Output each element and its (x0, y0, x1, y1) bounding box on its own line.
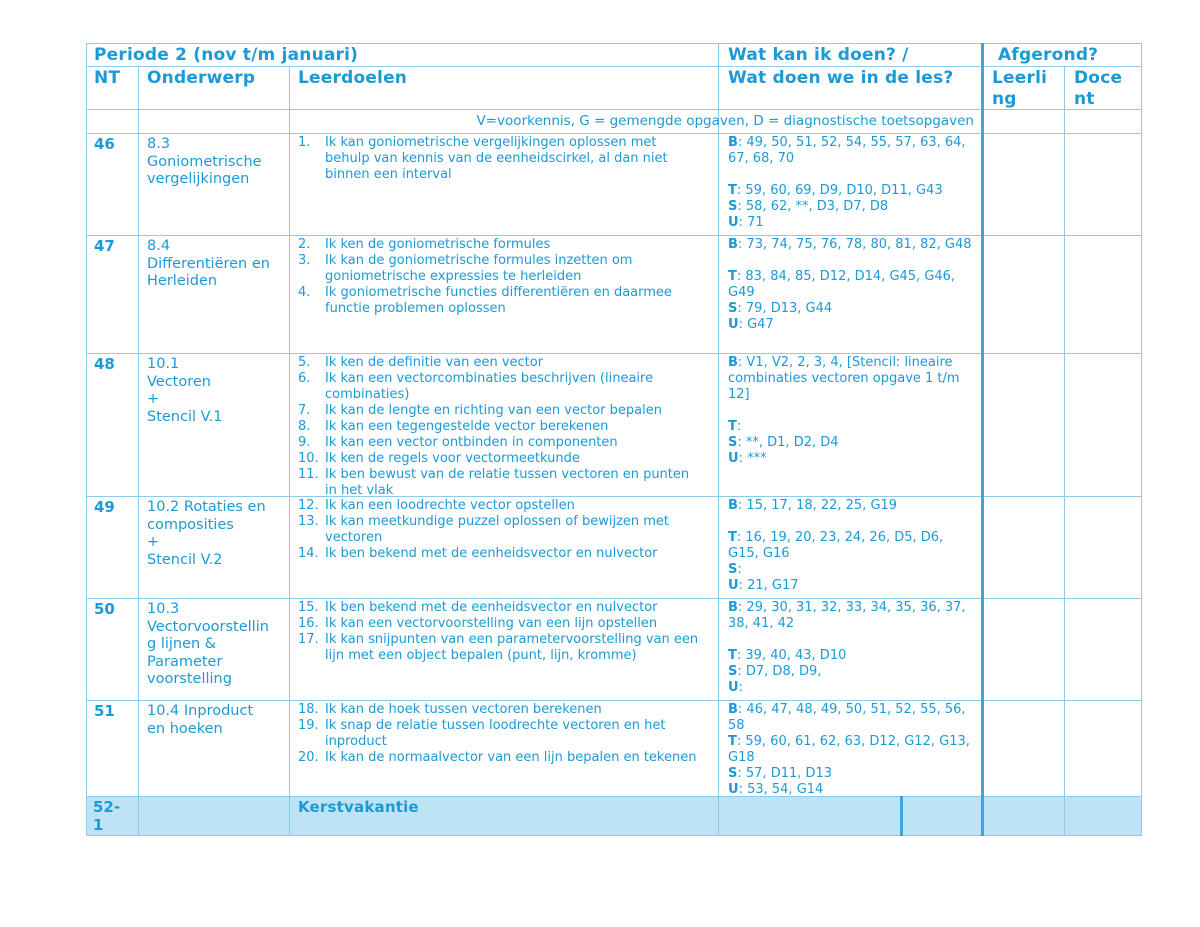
exercise-numbers: : (736, 419, 742, 434)
exercise-level: B (728, 355, 738, 370)
exercise-level: T (728, 734, 737, 749)
goal-text: Ik ben bekend met de eenheidsvector en nulvector (325, 546, 658, 561)
exercise-level: B (728, 498, 738, 513)
goal-number: 14. (298, 546, 319, 561)
exercise-numbers: : 73, 74, 75, 76, 78, 80, 81, 82, G48 (737, 237, 972, 252)
exercise-line (728, 498, 976, 514)
exercise-numbers: : (738, 680, 743, 695)
exercise-line (728, 451, 976, 467)
exercise-level: T (728, 530, 737, 545)
exercise-numbers: : 57, D11, D13 (737, 766, 833, 781)
goal-number: 12. (298, 498, 319, 513)
exercise-level: S (728, 766, 738, 781)
period-title: Periode 2 (nov t/m januari) (94, 45, 359, 65)
goal-text: Ik kan de hoek tussen vectoren berekenen (325, 702, 602, 717)
exercise-line (728, 301, 976, 317)
learning-goal (298, 632, 700, 664)
goal-text: Ik kan een loodrechte vector opstellen (325, 498, 575, 513)
goal-text: Ik kan een tegengestelde vector berekenen (325, 419, 609, 434)
exercise-line (728, 766, 976, 782)
exercise-numbers: : 39, 40, 43, D10 (736, 648, 847, 663)
nt-number: 47 (94, 237, 115, 255)
exercise-level: B (728, 237, 738, 252)
learning-goal (298, 702, 700, 718)
goal-text: Ik kan goniometrische vergelijkingen oplossen met behulp van kennis van de eenheidscirkel, al dan niet binnen een interval (325, 135, 668, 182)
exercise-line (728, 419, 976, 435)
exercise-list (728, 702, 976, 798)
teacher-column-header: Doce nt (1074, 68, 1123, 109)
learning-goal (298, 546, 700, 562)
goal-number: 10. (298, 451, 319, 466)
goal-text: Ik ken de goniometrische formules (325, 237, 551, 252)
holiday-label: Kerstvakantie (298, 798, 419, 816)
goal-text: Ik kan de lengte en richting van een vector bepalen (325, 403, 662, 418)
exercise-line (728, 403, 976, 419)
exercise-numbers: : 83, 84, 85, D12, D14, G45, G46, G49 (728, 269, 956, 300)
exercise-line (728, 702, 976, 734)
nt-number: 49 (94, 498, 115, 516)
exercise-level: B (728, 135, 738, 150)
goal-text: Ik kan een vectorvoorstelling van een lijn opstellen (325, 616, 658, 631)
what-can-i-do-heading: Wat kan ik doen? / (728, 45, 909, 65)
learning-goal (298, 135, 700, 183)
planning-table (86, 43, 1142, 836)
goal-number: 17. (298, 632, 319, 647)
learning-goal (298, 514, 700, 546)
exercise-level: S (728, 562, 738, 577)
goals-column-header: Leerdoelen (298, 68, 408, 88)
exercise-level: B (728, 600, 738, 615)
goal-number: 3. (298, 253, 311, 268)
learning-goal (298, 403, 700, 419)
goal-text: Ik kan de normaalvector van een lijn bepalen en tekenen (325, 750, 697, 765)
exercise-line (728, 435, 976, 451)
exercise-line (728, 734, 976, 766)
exercise-line (728, 183, 976, 199)
learning-goal (298, 718, 700, 750)
learning-goals (298, 600, 700, 664)
nt-number: 46 (94, 135, 115, 153)
student-column-header: Leerli ng (992, 68, 1048, 109)
goal-text: Ik goniometrische functies differentiëren en daarmee functie problemen oplossen (325, 285, 672, 316)
exercise-line (728, 317, 976, 333)
holiday-nt: 52- 1 (93, 798, 121, 834)
exercise-level: U (728, 578, 739, 593)
exercise-line (728, 355, 976, 403)
goal-number: 6. (298, 371, 311, 386)
goal-number: 7. (298, 403, 311, 418)
learning-goal (298, 467, 700, 499)
learning-goals (298, 498, 700, 562)
exercise-line (728, 600, 976, 632)
goal-text: Ik ben bewust van de relatie tussen vectoren en punten in het vlak (325, 467, 690, 498)
goal-number: 16. (298, 616, 319, 631)
exercise-numbers: : D7, D8, D9, (737, 664, 822, 679)
exercise-line (728, 578, 976, 594)
exercise-level: U (728, 215, 739, 230)
legend-text: V=voorkennis, G = gemengde opgaven, D = diagnostische toetsopgaven (476, 113, 974, 129)
exercise-numbers: : 59, 60, 61, 62, 63, D12, G12, G13, G18 (728, 734, 970, 765)
goal-number: 2. (298, 237, 311, 252)
learning-goal (298, 237, 700, 253)
topic-name: 10.4 Inproduct en hoeken (147, 703, 254, 737)
exercise-line (728, 562, 976, 578)
exercise-level: S (728, 435, 738, 450)
goal-number: 15. (298, 600, 319, 615)
goal-number: 20. (298, 750, 319, 765)
exercise-line (728, 782, 976, 798)
exercise-numbers: : *** (738, 451, 767, 466)
exercise-list (728, 355, 976, 467)
learning-goal (298, 600, 700, 616)
nt-number: 50 (94, 600, 115, 618)
exercise-level: U (728, 451, 739, 466)
goal-number: 1. (298, 135, 311, 150)
learning-goal (298, 498, 700, 514)
learning-goal (298, 750, 700, 766)
exercise-numbers: : 79, D13, G44 (737, 301, 833, 316)
exercise-level: U (728, 782, 739, 797)
exercise-line (728, 648, 976, 664)
exercise-numbers: : 58, 62, **, D3, D7, D8 (737, 199, 889, 214)
exercise-numbers: : 59, 60, 69, D9, D10, D11, G43 (736, 183, 943, 198)
learning-goal (298, 253, 700, 285)
learning-goal (298, 451, 700, 467)
topic-name: 8.3 Goniometrische vergelijkingen (147, 136, 262, 187)
goal-number: 11. (298, 467, 319, 482)
exercise-line (728, 167, 976, 183)
exercise-numbers: : G47 (738, 317, 774, 332)
nt-number: 48 (94, 355, 115, 373)
goal-text: Ik ben bekend met de eenheidsvector en nulvector (325, 600, 658, 615)
exercise-line (728, 199, 976, 215)
exercise-list (728, 135, 976, 231)
exercise-level: S (728, 664, 738, 679)
nt-number: 51 (94, 702, 115, 720)
goal-text: Ik kan een vectorcombinaties beschrijven (lineaire combinaties) (325, 371, 654, 402)
exercise-level: U (728, 680, 739, 695)
exercise-level: T (728, 183, 737, 198)
exercise-numbers: : 49, 50, 51, 52, 54, 55, 57, 63, 64, 67, 68, 70 (728, 135, 966, 166)
exercise-numbers: : 53, 54, G14 (738, 782, 824, 797)
exercise-numbers: : 15, 17, 18, 22, 25, G19 (737, 498, 898, 513)
learning-goal (298, 355, 700, 371)
exercise-line (728, 680, 976, 696)
topic-name: 10.1 Vectoren + Stencil V.1 (147, 356, 223, 425)
topic-name: 8.4 Differentiëren en Herleiden (147, 238, 270, 289)
goal-number: 4. (298, 285, 311, 300)
subject-column-header: Onderwerp (147, 68, 256, 88)
topic-name: 10.2 Rotaties en composities + Stencil V.2 (147, 499, 266, 568)
lesson-activities-heading: Wat doen we in de les? (728, 68, 954, 88)
exercise-line (728, 237, 976, 253)
exercise-numbers: : 21, G17 (738, 578, 799, 593)
learning-goals (298, 135, 700, 183)
exercise-numbers: : (737, 562, 742, 577)
goal-text: Ik snap de relatie tussen loodrechte vectoren en het inproduct (325, 718, 666, 749)
goal-text: Ik kan snijpunten van een parametervoorstelling van een lijn met een object bepalen (punt, lijn, kromme) (325, 632, 699, 663)
exercise-line (728, 664, 976, 680)
exercise-line (728, 530, 976, 562)
exercise-numbers: : 71 (738, 215, 764, 230)
exercise-numbers: : **, D1, D2, D4 (737, 435, 839, 450)
exercise-level: S (728, 199, 738, 214)
learning-goal (298, 371, 700, 403)
goal-text: Ik kan de goniometrische formules inzetten om goniometrische expressies te herleiden (325, 253, 633, 284)
goal-text: Ik kan een vector ontbinden in componenten (325, 435, 618, 450)
goal-text: Ik ken de regels voor vectormeetkunde (325, 451, 580, 466)
exercise-line (728, 269, 976, 301)
learning-goals (298, 237, 700, 317)
exercise-level: T (728, 419, 737, 434)
exercise-level: T (728, 269, 737, 284)
learning-goals (298, 355, 700, 499)
learning-goals (298, 702, 700, 766)
exercise-level: S (728, 301, 738, 316)
learning-goal (298, 616, 700, 632)
goal-number: 19. (298, 718, 319, 733)
exercise-numbers: : V1, V2, 2, 3, 4, [Stencil: lineaire combinaties vectoren opgave 1 t/m 12] (728, 355, 960, 402)
nt-column-header: NT (94, 68, 121, 88)
exercise-numbers: : 46, 47, 48, 49, 50, 51, 52, 55, 56, 58 (728, 702, 966, 733)
goal-number: 5. (298, 355, 311, 370)
goal-number: 9. (298, 435, 311, 450)
learning-goal (298, 419, 700, 435)
exercise-level: T (728, 648, 737, 663)
exercise-list (728, 498, 976, 594)
exercise-line (728, 514, 976, 530)
exercise-level: U (728, 317, 739, 332)
exercise-line (728, 253, 976, 269)
completed-heading: Afgerond? (998, 45, 1099, 65)
exercise-numbers: : 29, 30, 31, 32, 33, 34, 35, 36, 37, 38, 41, 42 (728, 600, 966, 631)
exercise-numbers: : 16, 19, 20, 23, 24, 26, D5, D6, G15, G16 (728, 530, 944, 561)
goal-number: 18. (298, 702, 319, 717)
goal-text: Ik ken de definitie van een vector (325, 355, 544, 370)
learning-goal (298, 285, 700, 317)
goal-number: 13. (298, 514, 319, 529)
goal-number: 8. (298, 419, 311, 434)
goal-text: Ik kan meetkundige puzzel oplossen of bewijzen met vectoren (325, 514, 670, 545)
topic-name: 10.3 Vectorvoorstellin g lijnen & Parameter voorstelling (147, 601, 269, 687)
exercise-list (728, 600, 976, 696)
exercise-line (728, 135, 976, 167)
exercise-level: B (728, 702, 738, 717)
exercise-line (728, 215, 976, 231)
exercise-list (728, 237, 976, 333)
exercise-line (728, 632, 976, 648)
learning-goal (298, 435, 700, 451)
